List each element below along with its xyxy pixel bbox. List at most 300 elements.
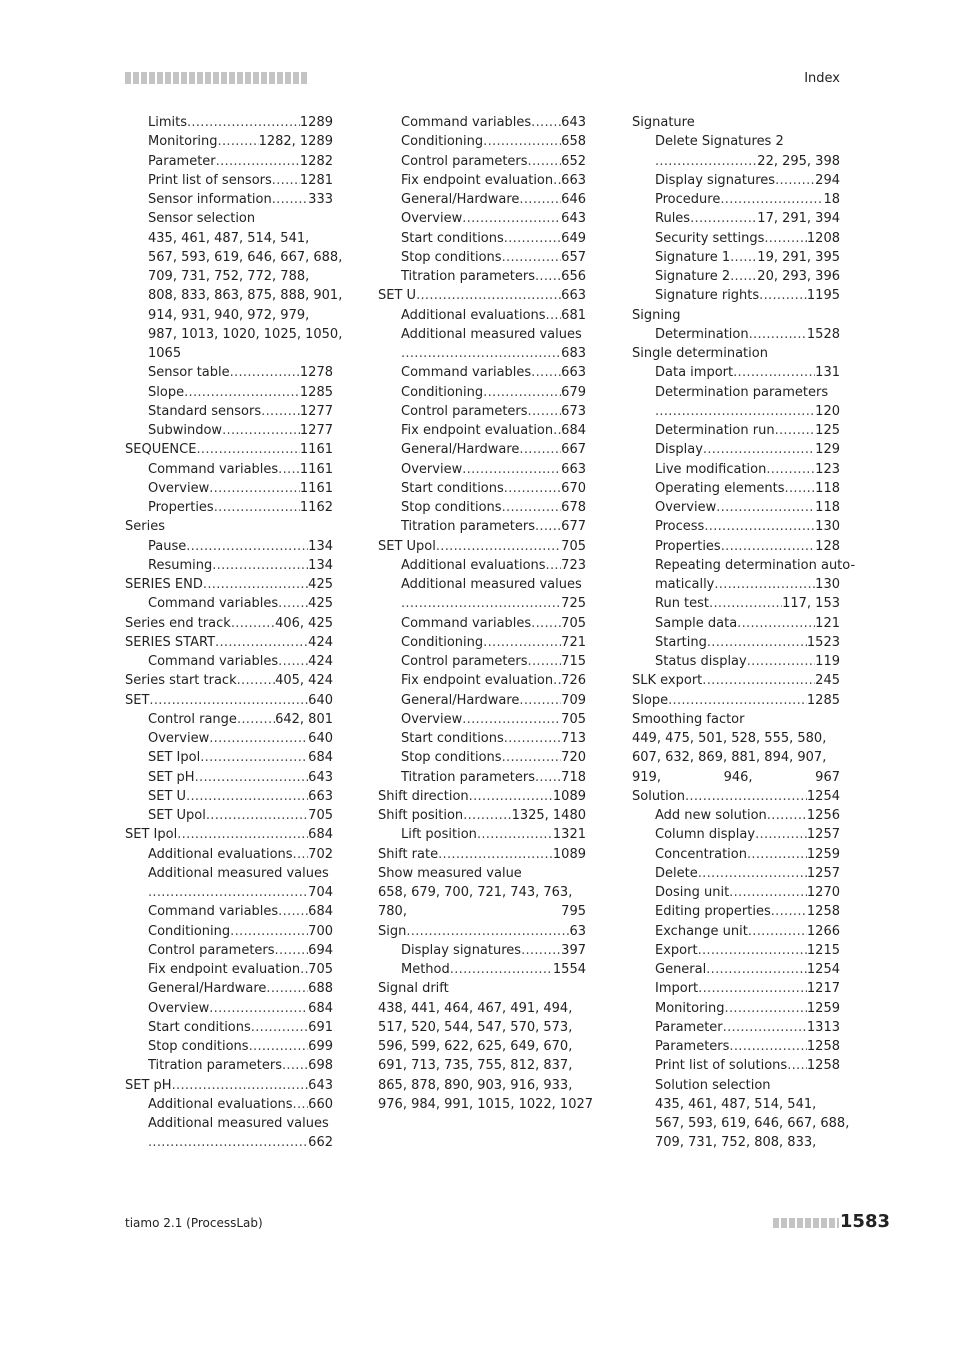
dot-leader	[690, 209, 757, 228]
dot-leader	[702, 671, 815, 690]
entry-pages: 1161	[299, 442, 333, 458]
entry-term: Starting	[655, 634, 707, 650]
dot-leader	[249, 1037, 309, 1056]
entry-term: Slope	[148, 384, 185, 400]
index-entry	[632, 306, 840, 325]
entry-pages: 1257	[806, 827, 840, 843]
entry-pages: 128	[815, 538, 840, 554]
entry-pages: 723	[561, 557, 586, 573]
index-entry	[632, 825, 840, 844]
entry-term: Titration parameters	[401, 519, 535, 535]
index-entry	[378, 671, 586, 690]
entry-term: 987, 1013, 1020, 1025, 1050,	[148, 326, 343, 342]
entry-term: Fix endpoint evaluation	[401, 423, 554, 438]
entry-pages: 1285	[299, 384, 333, 400]
index-entry	[378, 248, 586, 267]
index-entry	[125, 517, 333, 536]
index-entry	[378, 498, 586, 517]
entry-term: 709, 731, 752, 808, 833,	[655, 1135, 817, 1151]
index-entry	[378, 652, 586, 671]
entry-term: Process	[655, 519, 705, 535]
entry-pages: 406, 425	[275, 615, 333, 631]
index-entry	[378, 768, 586, 787]
index-entry	[632, 806, 840, 825]
dot-leader	[685, 787, 807, 806]
dot-leader	[293, 845, 309, 864]
index-entry	[378, 306, 586, 325]
footer-decoration	[773, 1218, 839, 1228]
entry-term: Start conditions	[401, 480, 504, 496]
index-entry	[125, 132, 333, 151]
entry-term: Additional evaluations	[148, 846, 293, 862]
entry-term: Overview	[401, 461, 463, 477]
dot-leader	[519, 691, 561, 710]
entry-pages: 1254	[806, 788, 840, 804]
entry-pages: 333	[308, 192, 333, 207]
entry-pages: 130	[815, 577, 840, 592]
index-entry	[632, 1056, 840, 1075]
dot-leader	[531, 363, 561, 382]
dot-leader	[401, 594, 561, 613]
index-entry	[125, 325, 343, 344]
index-entry	[632, 248, 840, 267]
dot-leader	[747, 845, 807, 864]
entry-term: Stop conditions	[148, 1039, 249, 1054]
entry-term: Additional measured values	[401, 326, 582, 342]
entry-term: 567, 593, 619, 646, 667, 688,	[655, 1116, 850, 1131]
entry-term: 976, 984, 991, 1015, 1022, 1027	[378, 1096, 594, 1112]
index-entry	[125, 556, 333, 575]
entry-term: Show measured value	[378, 865, 522, 881]
index-entry	[125, 1133, 333, 1152]
entry-term: Determination parameters	[655, 384, 829, 400]
entry-term: Fix endpoint evaluation	[148, 962, 301, 977]
index-entry	[378, 517, 586, 536]
entry-term: Determination	[655, 326, 749, 342]
dot-leader	[787, 1056, 807, 1075]
entry-term: 607, 632, 869, 881, 894, 907,	[632, 750, 827, 766]
index-entry	[378, 1056, 586, 1075]
index-column-2	[378, 113, 594, 1114]
entry-pages: 1258	[806, 904, 840, 920]
header-title: Index	[804, 71, 840, 86]
entry-pages: 118	[815, 500, 840, 515]
entry-term: Pause	[148, 538, 187, 554]
entry-term: SERIES END	[125, 577, 203, 592]
index-entry	[378, 479, 586, 498]
entry-pages: 125	[815, 423, 840, 438]
entry-term: Conditioning	[401, 634, 484, 650]
index-entry	[125, 383, 333, 402]
entry-term: Add new solution	[655, 808, 767, 823]
dot-leader	[698, 941, 807, 960]
entry-term: Single determination	[632, 346, 768, 361]
dot-leader	[293, 1095, 309, 1114]
entry-term: 449, 475, 501, 528, 555, 580,	[632, 731, 827, 746]
index-entry	[125, 960, 333, 979]
entry-pages: 1256	[806, 808, 840, 823]
entry-term: Signature	[632, 115, 695, 130]
dot-leader	[148, 883, 308, 902]
entry-pages: 646	[561, 192, 586, 207]
entry-pages: 705	[308, 962, 333, 977]
entry-term: matically	[655, 577, 715, 592]
dot-leader	[401, 344, 561, 363]
index-entry	[632, 402, 840, 421]
entry-pages: 715	[561, 654, 586, 669]
entry-pages: 700	[308, 923, 333, 939]
entry-term: Resuming	[148, 557, 213, 573]
index-entry	[125, 402, 333, 421]
dot-leader	[278, 902, 308, 921]
entry-term: 691, 713, 735, 755, 812, 837,	[378, 1058, 573, 1074]
entry-pages: 1208	[806, 230, 840, 246]
entry-pages: 405, 424	[275, 673, 333, 689]
entry-term: Display signatures	[401, 942, 522, 958]
entry-pages: 663	[561, 461, 586, 477]
entry-term: SERIES START	[125, 634, 216, 650]
entry-pages: 684	[308, 904, 333, 920]
entry-pages: 123	[815, 461, 840, 477]
index-entry	[378, 806, 586, 825]
entry-term: Command variables	[401, 365, 532, 381]
entry-term: Start conditions	[148, 1019, 251, 1035]
dot-leader	[706, 960, 807, 979]
index-entry	[378, 845, 586, 864]
entry-term: Stop conditions	[401, 750, 502, 766]
entry-term: Fix endpoint evaluation	[401, 172, 554, 188]
index-entry	[632, 710, 840, 729]
dot-leader	[553, 171, 561, 190]
dot-leader	[272, 190, 308, 209]
entry-term: Sensor selection	[148, 211, 256, 227]
dot-leader	[707, 633, 807, 652]
entry-pages: 705	[308, 808, 333, 823]
dot-leader	[504, 479, 561, 498]
index-entry	[125, 922, 333, 941]
entry-pages: 679	[561, 384, 586, 400]
entry-term: Column display	[655, 827, 756, 843]
index-entry	[125, 999, 333, 1018]
entry-pages: 1278	[299, 365, 333, 381]
dot-leader	[764, 229, 807, 248]
entry-pages: 684	[308, 1000, 333, 1016]
dot-leader	[519, 440, 561, 459]
dot-leader	[755, 825, 807, 844]
entry-term: Concentration	[655, 846, 747, 862]
entry-pages: 63	[569, 923, 586, 939]
dot-leader	[212, 556, 308, 575]
entry-term: Stop conditions	[401, 500, 502, 515]
index-entry	[378, 402, 586, 421]
index-entry	[125, 152, 333, 171]
entry-pages: 694	[308, 942, 333, 958]
entry-term: Smoothing factor	[632, 711, 745, 727]
entry-pages: 1089	[552, 788, 586, 804]
entry-term: Solution	[632, 788, 685, 804]
entry-term: Series start track	[125, 673, 237, 689]
entry-pages: 667	[561, 442, 586, 458]
entry-pages: 129	[815, 442, 840, 458]
entry-pages: 691	[308, 1019, 333, 1035]
index-entry	[125, 652, 333, 671]
index-entry	[632, 787, 840, 806]
entry-pages: 704	[308, 885, 333, 900]
index-entry	[632, 267, 840, 286]
entry-pages: 721	[561, 634, 586, 650]
entry-pages: 425	[308, 577, 333, 592]
dot-leader	[187, 113, 300, 132]
entry-term: Additional measured values	[148, 1116, 329, 1131]
dot-leader	[668, 691, 807, 710]
entry-term: Signal drift	[378, 981, 449, 997]
dot-leader	[531, 614, 561, 633]
dot-leader	[230, 363, 300, 382]
entry-term: SET U	[378, 288, 417, 304]
entry-term: Monitoring	[655, 1000, 725, 1016]
entry-pages: 726	[561, 673, 586, 689]
entry-pages: 1254	[806, 962, 840, 977]
entry-pages: 1321	[552, 827, 586, 843]
dot-leader	[521, 941, 561, 960]
index-entry	[378, 152, 586, 171]
index-entry	[378, 1095, 594, 1114]
entry-pages: 681	[561, 307, 586, 323]
dot-leader	[209, 999, 308, 1018]
dot-leader	[775, 421, 816, 440]
index-entry	[125, 768, 333, 787]
dot-leader	[463, 806, 511, 825]
entry-term: Additional measured values	[401, 577, 582, 592]
entry-term: SEQUENCE	[125, 442, 197, 458]
index-entry	[632, 152, 840, 171]
index-entry	[125, 729, 333, 748]
entry-term: Titration parameters	[401, 269, 535, 284]
entry-term: 914, 931, 940, 972, 979,	[148, 307, 310, 323]
index-entry	[378, 614, 586, 633]
entry-term: 1065	[148, 346, 182, 361]
index-entry	[125, 190, 333, 209]
dot-leader	[450, 960, 553, 979]
index-entry	[378, 710, 586, 729]
entry-term: Repeating determination auto-	[655, 557, 856, 573]
entry-pages: 424	[308, 654, 333, 669]
dot-leader	[714, 575, 815, 594]
footer-product: tiamo 2.1 (ProcessLab)	[125, 1216, 263, 1230]
dot-leader	[261, 402, 300, 421]
dot-leader	[196, 440, 299, 459]
index-entry	[378, 691, 586, 710]
entry-pages: 670	[561, 480, 586, 496]
dot-leader	[203, 575, 308, 594]
index-entry	[632, 999, 840, 1018]
index-entry	[378, 556, 586, 575]
entry-pages: 425	[308, 596, 333, 612]
dot-leader	[278, 652, 308, 671]
index-entry	[632, 1095, 840, 1114]
index-entry	[632, 460, 840, 479]
entry-pages: 1554	[552, 962, 586, 977]
entry-term: Determination run	[655, 423, 775, 438]
index-entry	[632, 729, 840, 748]
dot-leader	[206, 806, 308, 825]
index-entry	[378, 190, 586, 209]
dot-leader	[698, 979, 807, 998]
entry-term: Control parameters	[401, 654, 528, 669]
entry-pages: 683	[561, 346, 586, 361]
entry-pages: 1528	[806, 326, 840, 342]
entry-pages: 1281	[299, 172, 333, 188]
dot-leader	[195, 768, 309, 787]
index-entry	[125, 344, 333, 363]
dot-leader	[237, 671, 276, 690]
index-entry	[378, 344, 586, 363]
entry-term: Print list of sensors	[148, 172, 272, 188]
entry-term: Parameter	[655, 1019, 723, 1035]
dot-leader	[655, 152, 757, 171]
index-entry	[632, 652, 840, 671]
index-entry	[378, 902, 586, 921]
entry-term: Conditioning	[401, 134, 484, 150]
entry-pages: 1325, 1480	[511, 808, 586, 823]
entry-pages: 649	[561, 230, 586, 246]
dot-leader	[729, 1037, 806, 1056]
entry-pages: 699	[308, 1039, 333, 1054]
index-entry	[125, 594, 333, 613]
index-entry	[125, 460, 333, 479]
entry-term: Command variables	[401, 615, 532, 631]
entry-term: 517, 520, 544, 547, 570, 573,	[378, 1019, 573, 1035]
index-entry	[632, 344, 840, 363]
index-entry	[378, 171, 586, 190]
entry-term: General/Hardware	[401, 192, 520, 207]
entry-term: Start conditions	[401, 731, 504, 746]
entry-pages: 130	[815, 519, 840, 535]
entry-term: Fix endpoint evaluation	[401, 673, 554, 689]
index-entry	[632, 864, 840, 883]
entry-pages: 1215	[806, 942, 840, 958]
entry-term: 435, 461, 487, 514, 541,	[148, 230, 310, 246]
entry-term: Shift position	[378, 808, 464, 823]
dot-leader	[721, 537, 815, 556]
entry-pages: 1277	[299, 403, 333, 419]
dot-leader	[502, 498, 562, 517]
dot-leader	[747, 652, 815, 671]
index-entry	[632, 1114, 850, 1133]
entry-term: Exchange unit	[655, 923, 748, 939]
index-entry	[378, 864, 586, 883]
index-entry	[125, 710, 333, 729]
entry-term: Overview	[148, 731, 210, 746]
entry-term: Overview	[655, 500, 717, 515]
dot-leader	[406, 922, 569, 941]
index-entry	[125, 1018, 333, 1037]
entry-term: Sample data	[655, 615, 738, 631]
entry-term: Shift direction	[378, 788, 469, 804]
entry-pages: 120	[815, 403, 840, 419]
entry-term: Signature 1	[655, 249, 731, 265]
entry-pages: 294	[815, 172, 840, 188]
entry-term: Display signatures	[655, 172, 776, 188]
entry-term: Import	[655, 981, 699, 997]
dot-leader	[771, 902, 807, 921]
entry-term: Series end track	[125, 615, 231, 631]
dot-leader	[759, 286, 807, 305]
index-entry	[125, 479, 333, 498]
entry-pages: 643	[308, 769, 333, 785]
entry-pages: 642, 801	[275, 711, 333, 727]
dot-leader	[716, 498, 815, 517]
index-entry	[632, 633, 840, 652]
entry-term: Additional measured values	[148, 865, 329, 881]
index-entry	[378, 537, 586, 556]
entry-term: Status display	[655, 654, 747, 669]
dot-leader	[483, 383, 561, 402]
index-entry	[632, 979, 840, 998]
dot-leader	[200, 748, 308, 767]
entry-pages: 1089	[552, 846, 586, 862]
entry-term: Start conditions	[401, 230, 504, 246]
dot-leader	[730, 248, 757, 267]
entry-term: Series	[125, 519, 165, 535]
entry-term: Sign	[378, 923, 407, 939]
index-entry	[378, 1037, 586, 1056]
entry-pages: 118	[815, 480, 840, 496]
entry-pages: 678	[561, 500, 586, 515]
index-entry	[125, 575, 333, 594]
index-entry	[378, 267, 586, 286]
index-entry	[378, 825, 586, 844]
dot-leader	[737, 614, 815, 633]
dot-leader	[278, 460, 300, 479]
entry-pages: 1282, 1289	[258, 134, 333, 150]
entry-term: 567, 593, 619, 646, 667, 688,	[148, 249, 343, 265]
entry-pages: 660	[308, 1096, 333, 1112]
entry-pages: 684	[561, 423, 586, 438]
entry-term: Live modification	[655, 461, 767, 477]
index-entry	[378, 1018, 586, 1037]
entry-term: SET	[125, 692, 150, 708]
index-entry	[632, 748, 840, 767]
entry-term: Control parameters	[148, 942, 275, 958]
entry-term: Overview	[148, 480, 210, 496]
dot-leader	[483, 132, 561, 151]
dot-leader	[148, 1133, 308, 1152]
dot-leader	[553, 671, 561, 690]
dot-leader	[655, 402, 815, 421]
entry-term: Sensor table	[148, 365, 230, 381]
entry-pages: 643	[308, 1077, 333, 1093]
page-number: 1583	[839, 1211, 890, 1232]
entry-term: Method	[401, 962, 450, 977]
index-entry	[125, 806, 333, 825]
index-entry	[378, 383, 586, 402]
dot-leader	[535, 768, 561, 787]
dot-leader	[272, 171, 300, 190]
dot-leader	[720, 190, 823, 209]
index-entry	[125, 440, 333, 459]
entry-pages: 1258	[806, 1039, 840, 1054]
entry-term: 919, 946, 967	[632, 769, 840, 785]
entry-term: Signing	[632, 307, 681, 323]
entry-pages: 424	[308, 634, 333, 650]
entry-term: SLK export	[632, 673, 703, 689]
index-column-3	[632, 113, 856, 1153]
index-entry	[125, 248, 343, 267]
entry-pages: 131	[815, 365, 840, 381]
dot-leader	[184, 383, 300, 402]
dot-leader	[725, 999, 807, 1018]
